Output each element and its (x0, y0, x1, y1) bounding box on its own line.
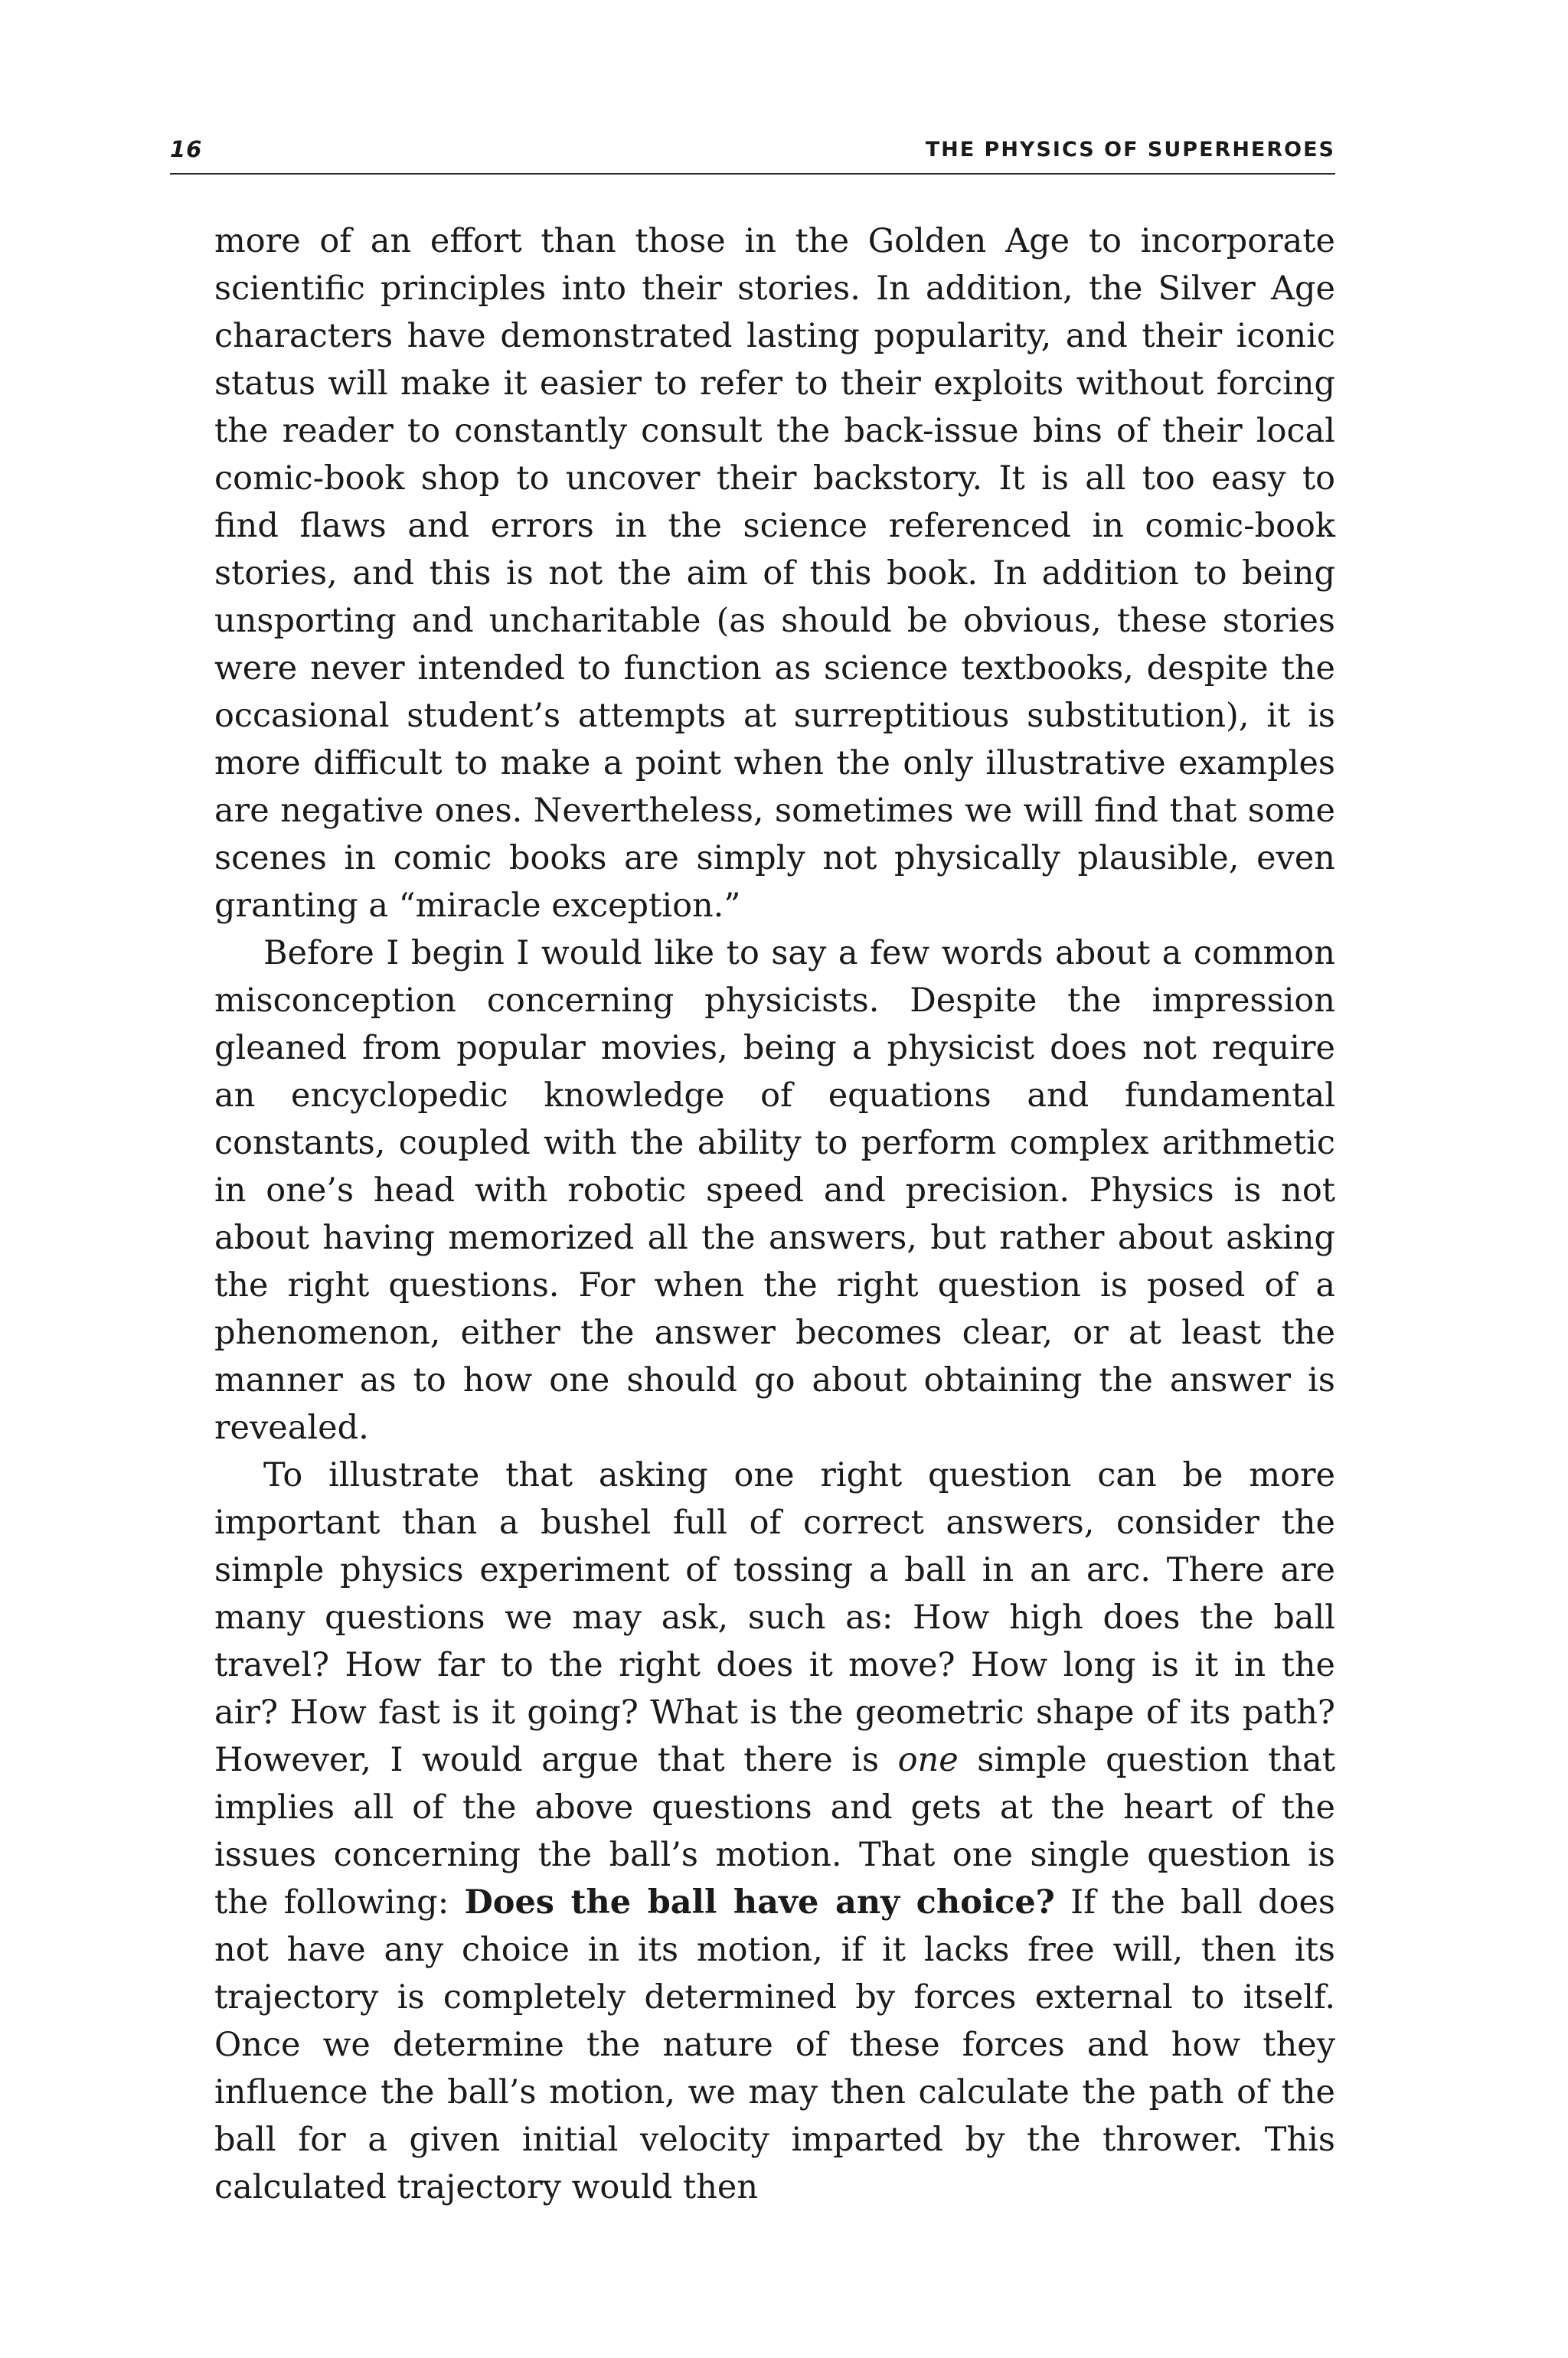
page-number: 16 (170, 136, 203, 162)
paragraph-3 (214, 1452, 1335, 2211)
paragraph-3-emphasis: one (897, 1741, 959, 1779)
book-title: THE PHYSICS OF SUPERHEROES (925, 138, 1335, 162)
paragraph-2: Before I begin I would like to say a few words about a common misconception concerning physicists. Despite the impression gleaned from popular movies, being a physicist does not require an encyclopedic knowledge of equations and fundamental constants, coupled with the ability to perform complex arithmetic in one’s head with robotic speed and precision. Physics is not about having memorized all the answers, but rather about asking the right questions. For when the right question is posed of a phenomenon, either the answer becomes clear, or at least the manner as to how one should go about obtaining the answer is revealed. (214, 934, 1335, 1447)
running-head (170, 136, 1335, 175)
paragraph-3-text-1: To illustrate that asking one right question can be more important than a bushel full of correct answers, consider the simple physics experiment of tossing a ball in an arc. There are many questions we may ask, such as: How high does the ball travel? How far to the right does it move? How long is it in the air? How fast is it going? What is the geometric shape of its path? However, I would argue that there is (214, 1456, 1335, 1779)
paragraph-3-bold-question: Does the ball have any choice? (464, 1883, 1055, 1922)
paragraph-1: more of an effort than those in the Golden Age to incorporate scientific principles into their stories. In addition, the Silver Age characters have demonstrated lasting popularity, and their iconic status will make it easier to refer to their exploits without forcing the reader to constantly consult the back-issue bins of their local comic-book shop to uncover their backstory. It is all too easy to find flaws and errors in the science referenced in comic-book stories, and this is not the aim of this book. In addition to being unsporting and uncharitable (as should be obvious, these stories were never intended to function as science textbooks, despite the occasional student’s attempts at surreptitious substitution), it is more difficult to make a point when the only illustrative examples are negative ones. Nevertheless, sometimes we will find that some scenes in comic books are simply not physically plausible, even granting a “miracle exception.” (214, 222, 1335, 925)
body-text (214, 217, 1335, 2211)
paragraph-3-text-2: simple question that implies all of the above questions and gets at the heart of the issues concerning the ball’s motion. That one single question is the following: (214, 1741, 1336, 1922)
paragraph-3-text-3: If the ball does not have any choice in its motion, if it lacks free will, then its trajectory is completely determined by forces external to itself. Once we determine the nature of these forces and how they influence the ball’s motion, we may then calculate the path of the ball for a given initial velocity imparted by the thrower. This calculated trajectory would then (214, 1883, 1335, 2206)
